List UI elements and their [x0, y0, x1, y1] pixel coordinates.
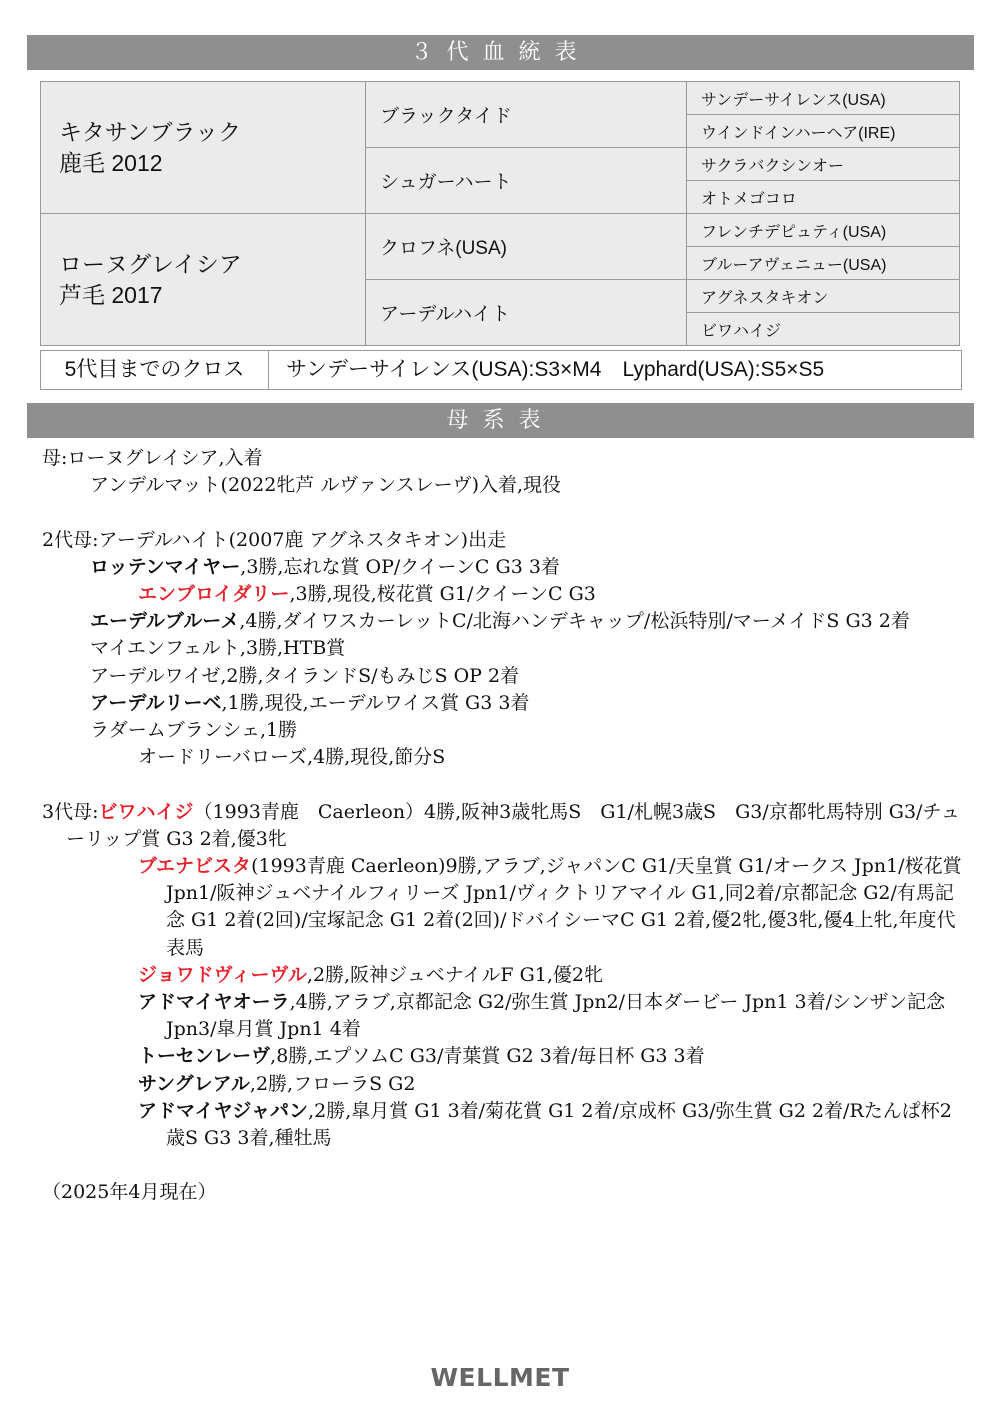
maternal-header: 母系表 [27, 403, 974, 438]
offspring-entry [42, 1043, 967, 1070]
offspring-entry [42, 581, 967, 608]
gen3-cell: アグネスタキオン [687, 280, 960, 313]
offspring-name: アドマイヤジャパン [138, 1099, 309, 1122]
third-dam-line [42, 799, 967, 853]
offspring-record: ,1勝,現役,エーデルワイス賞 G3 3着 [221, 691, 530, 714]
gen3-cell: ブルーアヴェニュー(USA) [687, 247, 960, 280]
gen3-cell: サンデーサイレンス(USA) [687, 82, 960, 115]
offspring-record: ,3勝,忘れな賞 OP/クイーンC G3 3着 [240, 555, 560, 578]
footnote: （2025年4月現在） [42, 1181, 217, 1204]
third-dam-offspring [42, 853, 967, 1152]
offspring-name: ロッテンマイヤー [90, 555, 241, 578]
gen3-cell: ビワハイジ [687, 313, 960, 346]
second-dam-offspring [42, 554, 967, 772]
offspring-entry [42, 989, 967, 1043]
dam-cell [41, 214, 366, 346]
dam-child: アンデルマット(2022牝芦 ルヴァンスレーヴ)入着,現役 [90, 474, 562, 497]
offspring-name: サングレアル [138, 1072, 250, 1095]
offspring-entry [42, 1098, 967, 1152]
gen3-cell: サクラバクシンオー [687, 148, 960, 181]
offspring-entry [42, 635, 967, 662]
offspring-record: アーデルワイゼ,2勝,タイランドS/もみじS OP 2着 [90, 664, 520, 687]
offspring-name: エーデルブルーメ [90, 610, 240, 633]
sire-sire: ブラックタイド [366, 82, 687, 148]
cross-value: サンデーサイレンス(USA):S3×M4 Lyphard(USA):S5×S5 [286, 358, 825, 381]
dam-name: ローヌグレイシア [59, 250, 242, 277]
offspring-record: ,2勝,フローラS G2 [249, 1072, 416, 1095]
offspring-entry [42, 853, 967, 962]
dam-info: 芦毛 2017 [59, 281, 163, 308]
third-dam-name: ビワハイジ [98, 800, 194, 823]
cross-label: 5代目までのクロス [41, 351, 269, 389]
dam-dam: アーデルハイト [366, 280, 687, 346]
offspring-record: ラダームブランシェ,1勝 [90, 719, 298, 742]
dam-sire: クロフネ(USA) [366, 214, 687, 280]
sire-dam: シュガーハート [366, 148, 687, 214]
offspring-name: エンブロイダリー [138, 583, 290, 605]
offspring-name: アドマイヤオーラ [138, 991, 290, 1014]
offspring-name: ジョワドヴィーヴル [138, 963, 307, 986]
offspring-entry [42, 608, 967, 635]
offspring-entry [42, 962, 967, 989]
offspring-record: ,8勝,エプソムC G3/青葉賞 G2 3着/毎日杯 G3 3着 [270, 1045, 705, 1068]
sire-cell [41, 82, 366, 214]
offspring-name: ブエナビスタ [138, 855, 252, 878]
brand-logo: WELLMET [430, 1363, 570, 1392]
offspring-record: ,2勝,皐月賞 G1 3着/菊花賞 G1 2着/京成杯 G3/弥生賞 G2 2着/Rたんぱ杯2歳S G3 3着,種牡馬 [166, 1099, 952, 1150]
offspring-record: マイエンフェルト,3勝,HTB賞 [90, 637, 346, 660]
offspring-entry [42, 1071, 967, 1098]
offspring-entry [42, 690, 967, 717]
sire-info: 鹿毛 2012 [59, 149, 163, 176]
third-dam-record: （1993青鹿 Caerleon）4勝,阪神3歳牝馬S G1/札幌3歳S G3/京都牝馬特別 G3/チューリップ賞 G3 2着,優3牝 [66, 800, 960, 850]
gen3-cell: フレンチデピュティ(USA) [687, 214, 960, 247]
pedigree-table [40, 81, 960, 346]
offspring-record: ,4勝,アラブ,京都記念 G2/弥生賞 Jpn2/日本ダービー Jpn1 3着/シンザン記念 Jpn3/皐月賞 Jpn1 4着 [166, 991, 946, 1041]
offspring-name: トーセンレーヴ [138, 1045, 271, 1068]
offspring-entry [42, 717, 967, 744]
maternal-family [42, 445, 967, 1207]
second-dam-line: 2代母:アーデルハイト(2007鹿 アグネスタキオン)出走 [42, 528, 507, 551]
pedigree-header: ３代血統表 [27, 35, 974, 70]
offspring-entry [42, 663, 967, 690]
offspring-record: ,2勝,阪神ジュベナイルF G1,優2牝 [306, 963, 603, 986]
dam-line: 母:ローヌグレイシア,入着 [42, 447, 263, 469]
offspring-record: (1993青鹿 Caerleon)9勝,アラブ,ジャパンC G1/天皇賞 G1/オークス Jpn1/桜花賞 Jpn1/阪神ジュベナイルフィリーズ Jpn1/ヴィクトリアマイル G1,同2着/京都記念 G2/有馬記念 G1 2着(2回)/宝塚記念 G1 2着(2回)/ドバイシーマC G1 2着,優2牝,優3牝,優4上牝,年度代表馬 [166, 855, 962, 959]
gen3-cell: オトメゴコロ [687, 181, 960, 214]
gen3-cell: ウインドインハーヘア(IRE) [687, 115, 960, 148]
offspring-record: ,3勝,現役,桜花賞 G1/クイーンC G3 [289, 583, 596, 605]
offspring-name: アーデルリーベ [90, 691, 222, 714]
sire-name: キタサンブラック [59, 118, 242, 145]
inbreeding-cross-row [40, 350, 962, 390]
third-dam-prefix: 3代母: [42, 800, 99, 823]
offspring-entry [42, 554, 967, 581]
offspring-entry [42, 744, 967, 771]
offspring-record: オードリーバローズ,4勝,現役,節分S [138, 746, 446, 769]
offspring-record: ,4勝,ダイワスカーレットC/北海ハンデキャップ/松浜特別/マーメイドS G3 2着 [239, 610, 910, 633]
